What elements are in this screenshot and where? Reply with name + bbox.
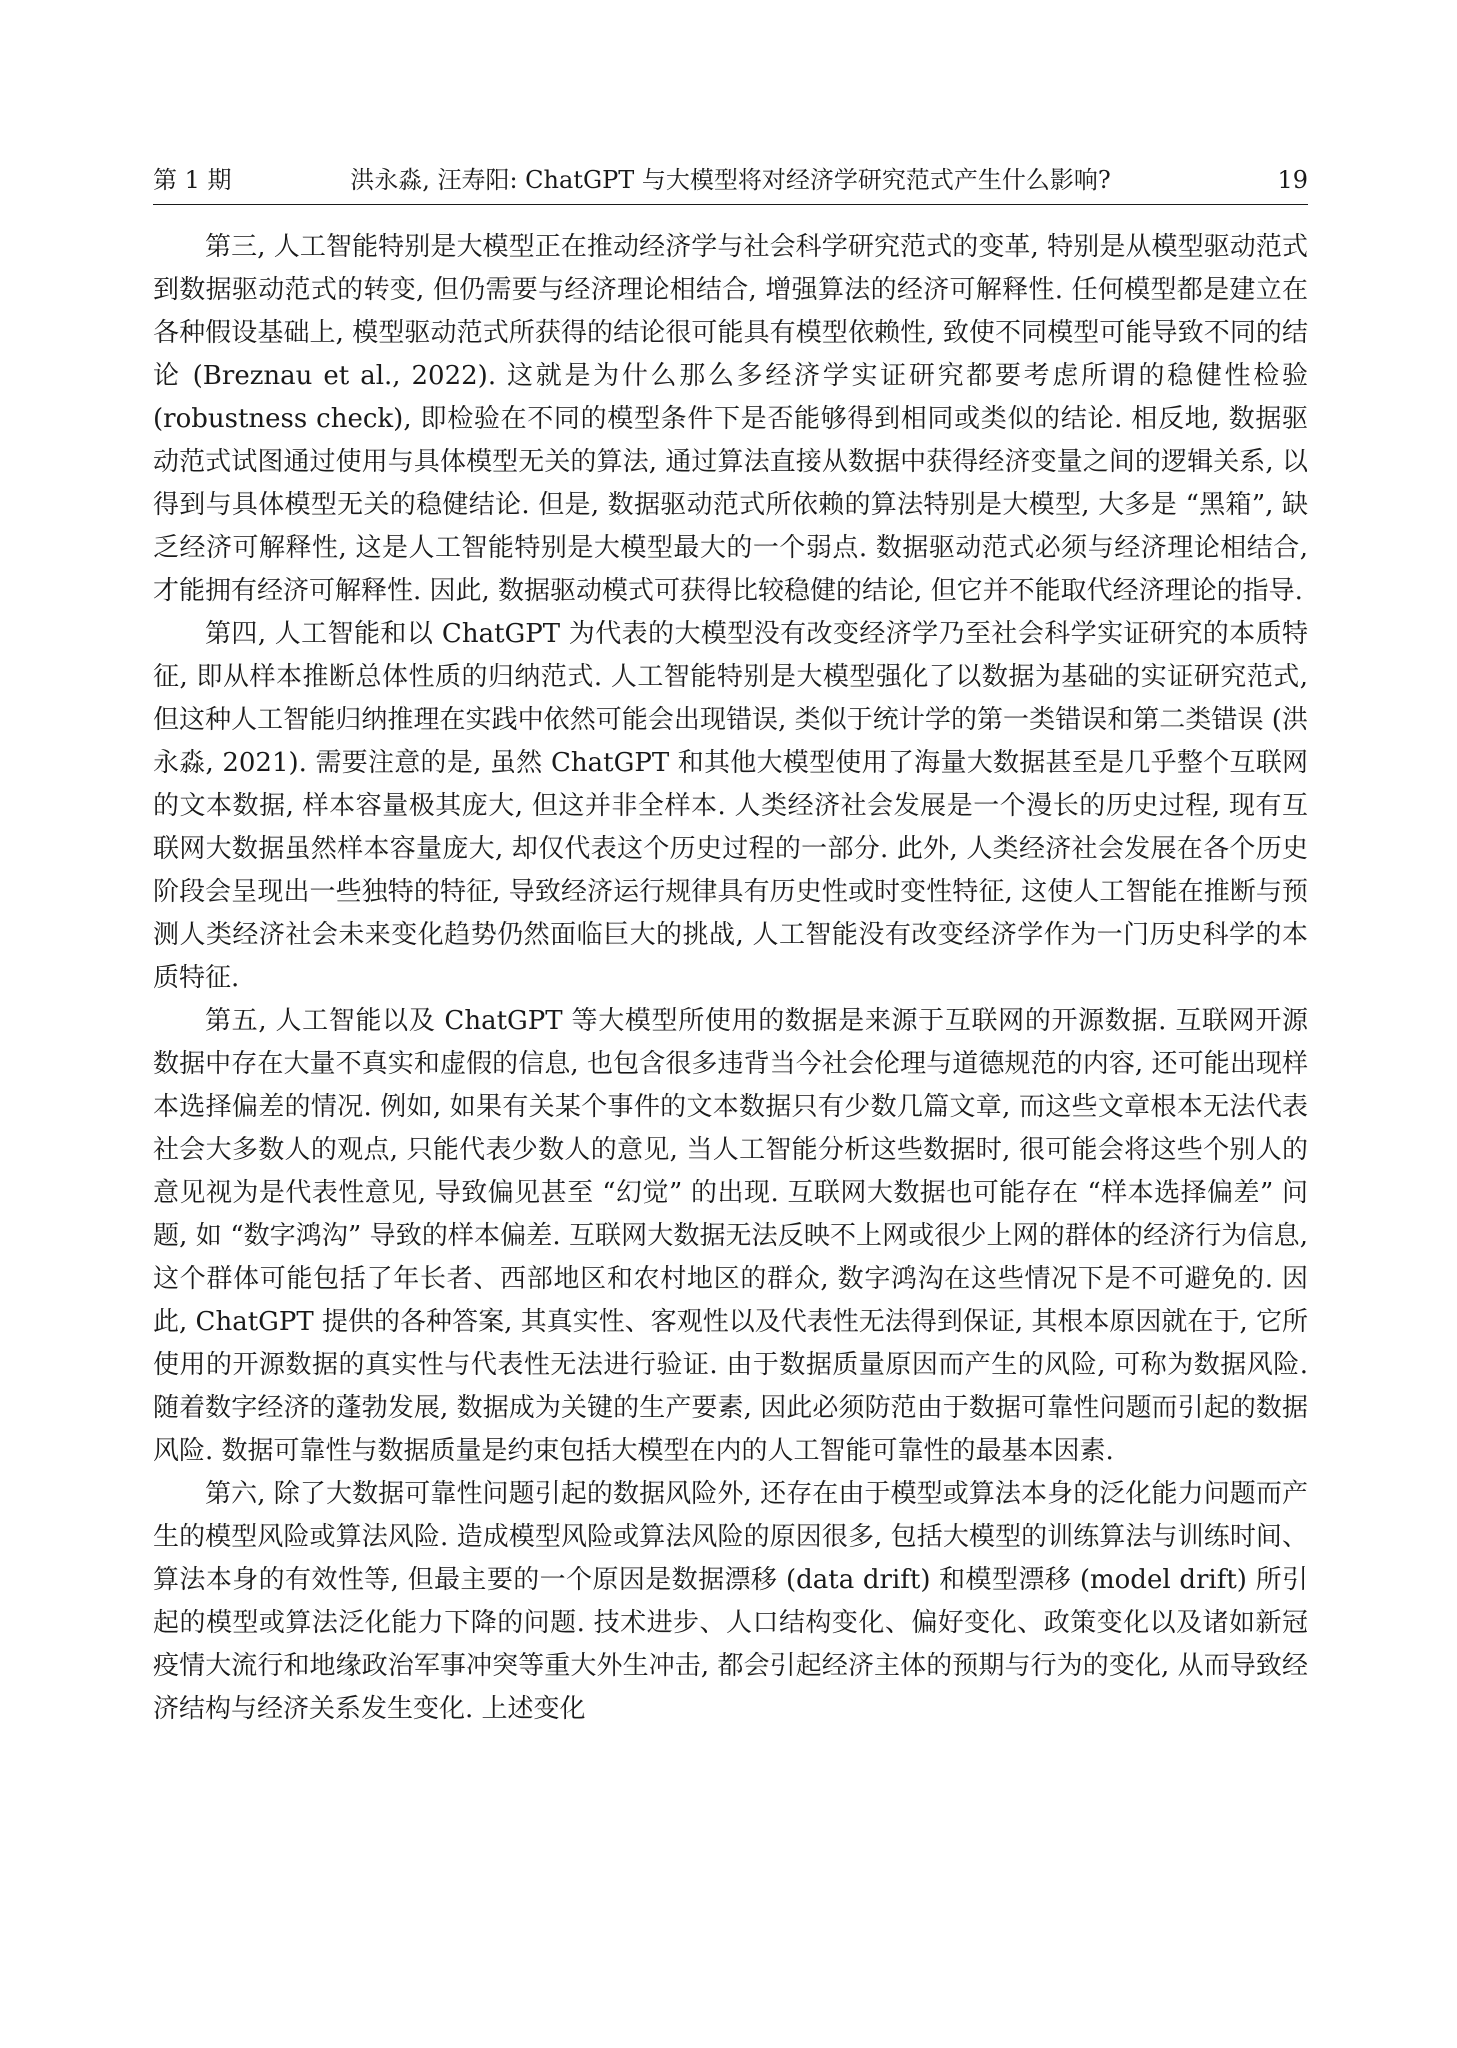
header-rule [153,204,1308,205]
running-title: 洪永淼, 汪寿阳: ChatGPT 与大模型将对经济学研究范式产生什么影响? [350,166,1111,194]
paragraph-fourth: 第四, 人工智能和以 ChatGPT 为代表的大模型没有改变经济学乃至社会科学实证研究的本质特征, 即从样本推断总体性质的归纳范式. 人工智能特别是大模型强化了以数据为基础的实证研究范式, 但这种人工智能归纳推理在实践中依然可能会出现错误, 类似于统计学的第一类错误和第二类错误 (洪永淼, 2021). 需要注意的是, 虽然 ChatGPT 和其他大模型使用了海量大数据甚至是几乎整个互联网的文本数据, 样本容量极其庞大, 但这并非全样本. 人类经济社会发展是一个漫长的历史过程, 现有互联网大数据虽然样本容量庞大, 却仅代表这个历史过程的一部分. 此外, 人类经济社会发展在各个历史阶段会呈现出一些独特的特征, 导致经济运行规律具有历史性或时变性特征, 这使人工智能在推断与预测人类经济社会未来变化趋势仍然面临巨大的挑战, 人工智能没有改变经济学作为一门历史科学的本质特征. [153,619,1308,993]
paragraph-sixth: 第六, 除了大数据可靠性问题引起的数据风险外, 还存在由于模型或算法本身的泛化能力问题而产生的模型风险或算法风险. 造成模型风险或算法风险的原因很多, 包括大模型的训练算法与训练时间、算法本身的有效性等, 但最主要的一个原因是数据漂移 (data drift) 和模型漂移 (model drift) 所引起的模型或算法泛化能力下降的问题. 技术进步、人口结构变化、偏好变化、政策变化以及诸如新冠疫情大流行和地缘政治军事冲突等重大外生冲击, 都会引起经济主体的预期与行为的变化, 从而导致经济结构与经济关系发生变化. 上述变化 [153,1479,1308,1724]
paragraph-fifth: 第五, 人工智能以及 ChatGPT 等大模型所使用的数据是来源于互联网的开源数据. 互联网开源数据中存在大量不真实和虚假的信息, 也包含很多违背当今社会伦理与道德规范的内容, 还可能出现样本选择偏差的情况. 例如, 如果有关某个事件的文本数据只有少数几篇文章, 而这些文章根本无法代表社会大多数人的观点, 只能代表少数人的意见, 当人工智能分析这些数据时, 很可能会将这些个别人的意见视为是代表性意见, 导致偏见甚至 “幻觉” 的出现. 互联网大数据也可能存在 “样本选择偏差” 问题, 如 “数字鸿沟” 导致的样本偏差. 互联网大数据无法反映不上网或很少上网的群体的经济行为信息, 这个群体可能包括了年长者、西部地区和农村地区的群众, 数字鸿沟在这些情况下是不可避免的. 因此, ChatGPT 提供的各种答案, 其真实性、客观性以及代表性无法得到保证, 其根本原因就在于, 它所使用的开源数据的真实性与代表性无法进行验证. 由于数据质量原因而产生的风险, 可称为数据风险. 随着数字经济的蓬勃发展, 数据成为关键的生产要素, 因此必须防范由于数据可靠性问题而引起的数据风险. 数据可靠性与数据质量是约束包括大模型在内的人工智能可靠性的最基本因素. [153,1006,1308,1466]
issue-label: 第 1 期 [153,166,232,194]
page-number: 19 [1277,166,1308,194]
running-header [153,160,1308,200]
body-text [153,226,1308,1731]
paragraph-third: 第三, 人工智能特别是大模型正在推动经济学与社会科学研究范式的变革, 特别是从模型驱动范式到数据驱动范式的转变, 但仍需要与经济理论相结合, 增强算法的经济可解释性. 任何模型都是建立在各种假设基础上, 模型驱动范式所获得的结论很可能具有模型依赖性, 致使不同模型可能导致不同的结论 (Breznau et al., 2022). 这就是为什么那么多经济学实证研究都要考虑所谓的稳健性检验 (robustness check), 即检验在不同的模型条件下是否能够得到相同或类似的结论. 相反地, 数据驱动范式试图通过使用与具体模型无关的算法, 通过算法直接从数据中获得经济变量之间的逻辑关系, 以得到与具体模型无关的稳健结论. 但是, 数据驱动范式所依赖的算法特别是大模型, 大多是 “黑箱”, 缺乏经济可解释性, 这是人工智能特别是大模型最大的一个弱点. 数据驱动范式必须与经济理论相结合, 才能拥有经济可解释性. 因此, 数据驱动模式可获得比较稳健的结论, 但它并不能取代经济理论的指导. [153,232,1308,606]
